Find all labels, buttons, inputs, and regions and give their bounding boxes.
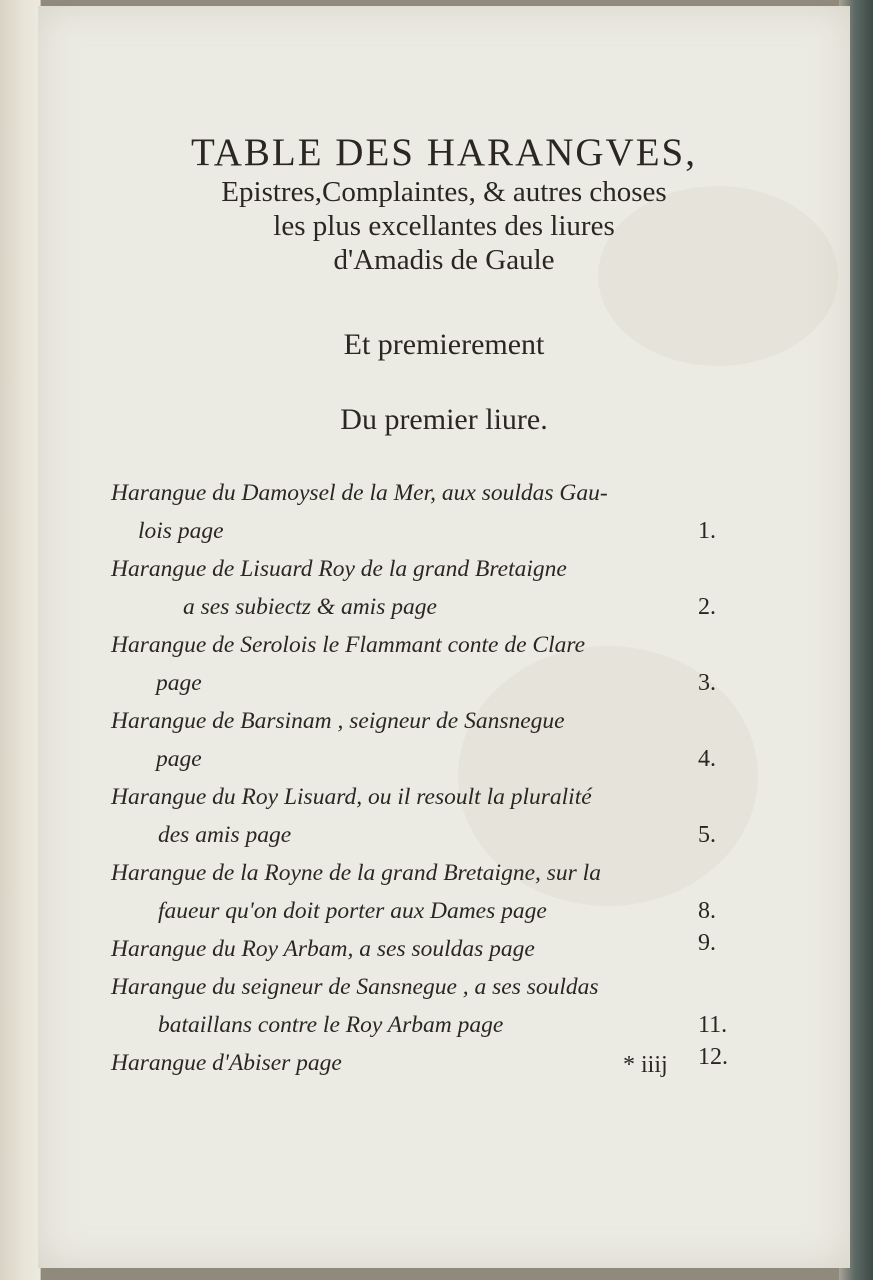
entry-text: Harangue du Roy Arbam, a ses souldas page — [111, 936, 535, 962]
entry-continuation: des amis page — [158, 822, 292, 848]
entry-text: Harangue de la Royne de la grand Bretaigne, sur la — [111, 860, 601, 886]
contents-entry — [38, 626, 850, 702]
entry-page-number: 8. — [698, 898, 716, 924]
table-title — [38, 131, 850, 277]
entry-text: Harangue du seigneur de Sansnegue , a ses souldas — [111, 974, 599, 1000]
title-line: d'Amadis de Gaule — [333, 244, 555, 276]
entry-continuation: a ses subiectz & amis page — [183, 594, 437, 620]
contents-list — [38, 474, 850, 1082]
book-heading: Du premier liure. — [340, 403, 548, 436]
entry-continuation: lois page — [138, 518, 224, 544]
section-heading: Et premierement — [343, 328, 545, 361]
contents-entry — [38, 702, 850, 778]
entry-page-number: 3. — [698, 670, 716, 696]
entry-page-number: 4. — [698, 746, 716, 772]
entry-continuation: page — [156, 746, 202, 772]
entry-continuation: faueur qu'on doit porter aux Dames page — [158, 898, 547, 924]
entry-text: Harangue de Lisuard Roy de la grand Bretaigne — [111, 556, 567, 582]
signature-mark: * iiij — [623, 1052, 668, 1078]
entry-page-number: 9. — [698, 930, 716, 956]
book-page — [38, 6, 850, 1268]
entry-page-number: 1. — [698, 518, 716, 544]
contents-entry — [38, 854, 850, 930]
entry-page-number: 12. — [698, 1044, 728, 1070]
contents-entry — [38, 778, 850, 854]
contents-entry — [38, 930, 850, 968]
contents-entry — [38, 1044, 850, 1082]
contents-entry — [38, 968, 850, 1044]
entry-page-number: 11. — [698, 1012, 728, 1038]
entry-text: Harangue du Roy Lisuard, ou il resoult la pluralité — [111, 784, 592, 810]
entry-continuation: bataillans contre le Roy Arbam page — [158, 1012, 504, 1038]
entry-text: Harangue du Damoysel de la Mer, aux souldas Gau- — [111, 480, 608, 506]
entry-page-number: 2. — [698, 594, 716, 620]
contents-entry — [38, 550, 850, 626]
title-line: Epistres,Complaintes, & autres choses — [221, 176, 667, 208]
entry-continuation: page — [156, 670, 202, 696]
entry-text: Harangue d'Abiser page — [111, 1050, 342, 1076]
title-line: les plus excellantes des liures — [273, 210, 615, 242]
facing-page-gutter — [0, 0, 41, 1280]
title-main: TABLE DES HARANGVES, — [191, 131, 697, 174]
contents-entry — [38, 474, 850, 550]
entry-text: Harangue de Serolois le Flammant conte de Clare — [111, 632, 586, 658]
entry-page-number: 5. — [698, 822, 716, 848]
entry-text: Harangue de Barsinam , seigneur de Sansnegue — [111, 708, 565, 734]
